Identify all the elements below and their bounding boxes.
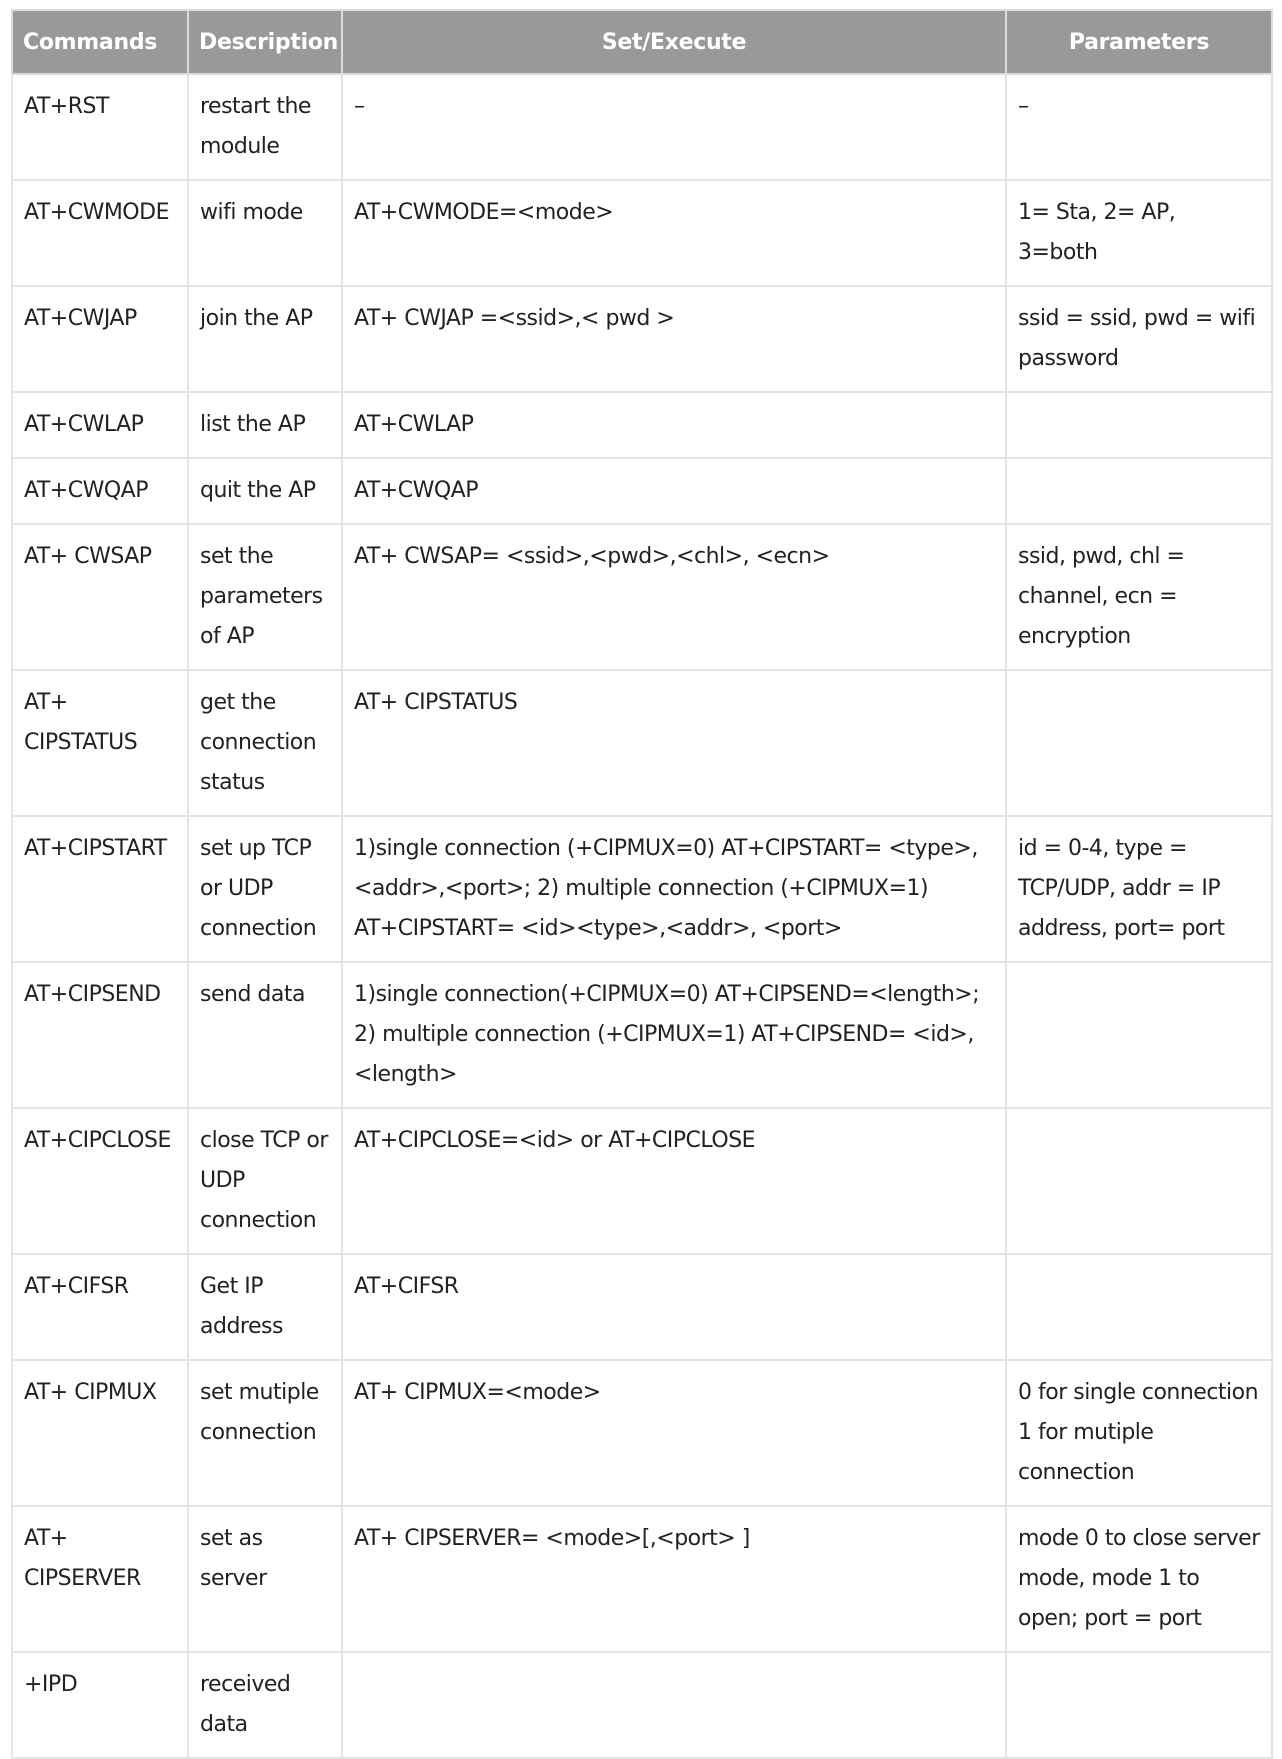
- command-cell: +IPD: [12, 1652, 188, 1758]
- set-execute-cell: AT+ CIPMUX=<mode>: [342, 1360, 1006, 1506]
- table-row: [12, 1360, 1272, 1506]
- table-header: [12, 10, 1272, 74]
- parameters-cell: [1006, 962, 1272, 1108]
- set-execute-cell: AT+ CWSAP= <ssid>,<pwd>,<chl>, <ecn>: [342, 524, 1006, 670]
- table-row: [12, 1254, 1272, 1360]
- table-row: [12, 962, 1272, 1108]
- description-cell: set mutiple connection: [188, 1360, 342, 1506]
- table-row: [12, 524, 1272, 670]
- description-cell: received data: [188, 1652, 342, 1758]
- parameters-cell: –: [1006, 74, 1272, 180]
- table-row: [12, 458, 1272, 524]
- parameters-cell: [1006, 1254, 1272, 1360]
- command-cell: AT+ CWSAP: [12, 524, 188, 670]
- command-cell: AT+CIPSEND: [12, 962, 188, 1108]
- parameters-cell: [1006, 670, 1272, 816]
- parameters-cell: [1006, 1108, 1272, 1254]
- table-body: [12, 74, 1272, 1758]
- table-row: [12, 670, 1272, 816]
- parameters-cell: 1= Sta, 2= AP, 3=both: [1006, 180, 1272, 286]
- parameters-cell: [1006, 1652, 1272, 1758]
- parameters-cell: [1006, 392, 1272, 458]
- command-cell: AT+CIFSR: [12, 1254, 188, 1360]
- description-cell: send data: [188, 962, 342, 1108]
- description-cell: Get IP address: [188, 1254, 342, 1360]
- command-cell: AT+RST: [12, 74, 188, 180]
- table-row: [12, 74, 1272, 180]
- description-cell: set the parameters of AP: [188, 524, 342, 670]
- header-description: Description: [188, 10, 342, 74]
- table-row: [12, 286, 1272, 392]
- description-cell: set up TCP or UDP connection: [188, 816, 342, 962]
- set-execute-cell: 1)single connection(+CIPMUX=0) AT+CIPSEND=<length>; 2) multiple connection (+CIPMUX=1) AT+CIPSEND= <id>,<length>: [342, 962, 1006, 1108]
- command-cell: AT+ CIPMUX: [12, 1360, 188, 1506]
- set-execute-cell: AT+ CIPSERVER= <mode>[,<port> ]: [342, 1506, 1006, 1652]
- parameters-cell: mode 0 to close server mode, mode 1 to open; port = port: [1006, 1506, 1272, 1652]
- description-cell: join the AP: [188, 286, 342, 392]
- parameters-cell: [1006, 458, 1272, 524]
- header-set-execute: Set/Execute: [342, 10, 1006, 74]
- description-cell: close TCP or UDP connection: [188, 1108, 342, 1254]
- header-commands: Commands: [12, 10, 188, 74]
- set-execute-cell: AT+CIFSR: [342, 1254, 1006, 1360]
- command-cell: AT+CWJAP: [12, 286, 188, 392]
- at-commands-table-container: [11, 9, 1271, 1759]
- table-row: [12, 816, 1272, 962]
- description-cell: set as server: [188, 1506, 342, 1652]
- set-execute-cell: AT+ CWJAP =<ssid>,< pwd >: [342, 286, 1006, 392]
- parameters-cell: ssid, pwd, chl = channel, ecn = encryption: [1006, 524, 1272, 670]
- set-execute-cell: AT+CWMODE=<mode>: [342, 180, 1006, 286]
- table-row: [12, 180, 1272, 286]
- description-cell: restart the module: [188, 74, 342, 180]
- table-row: [12, 1108, 1272, 1254]
- parameters-cell: ssid = ssid, pwd = wifi password: [1006, 286, 1272, 392]
- set-execute-cell: –: [342, 74, 1006, 180]
- table-row: [12, 1506, 1272, 1652]
- command-cell: AT+CWLAP: [12, 392, 188, 458]
- description-cell: list the AP: [188, 392, 342, 458]
- parameters-cell: 0 for single connection 1 for mutiple connection: [1006, 1360, 1272, 1506]
- command-cell: AT+CIPSTART: [12, 816, 188, 962]
- set-execute-cell: AT+ CIPSTATUS: [342, 670, 1006, 816]
- header-parameters: Parameters: [1006, 10, 1272, 74]
- set-execute-cell: AT+CIPCLOSE=<id> or AT+CIPCLOSE: [342, 1108, 1006, 1254]
- description-cell: wifi mode: [188, 180, 342, 286]
- set-execute-cell: AT+CWLAP: [342, 392, 1006, 458]
- set-execute-cell: 1)single connection (+CIPMUX=0) AT+CIPSTART= <type>,<addr>,<port>; 2) multiple connection (+CIPMUX=1) AT+CIPSTART= <id><type>,<addr>, <port>: [342, 816, 1006, 962]
- command-cell: AT+CWMODE: [12, 180, 188, 286]
- command-cell: AT+CIPCLOSE: [12, 1108, 188, 1254]
- parameters-cell: id = 0-4, type = TCP/UDP, addr = IP address, port= port: [1006, 816, 1272, 962]
- description-cell: quit the AP: [188, 458, 342, 524]
- table-row: [12, 1652, 1272, 1758]
- set-execute-cell: AT+CWQAP: [342, 458, 1006, 524]
- command-cell: AT+CWQAP: [12, 458, 188, 524]
- command-cell: AT+ CIPSERVER: [12, 1506, 188, 1652]
- description-cell: get the connection status: [188, 670, 342, 816]
- header-row: [12, 10, 1272, 74]
- at-commands-table: [11, 9, 1273, 1759]
- table-row: [12, 392, 1272, 458]
- command-cell: AT+ CIPSTATUS: [12, 670, 188, 816]
- set-execute-cell: [342, 1652, 1006, 1758]
